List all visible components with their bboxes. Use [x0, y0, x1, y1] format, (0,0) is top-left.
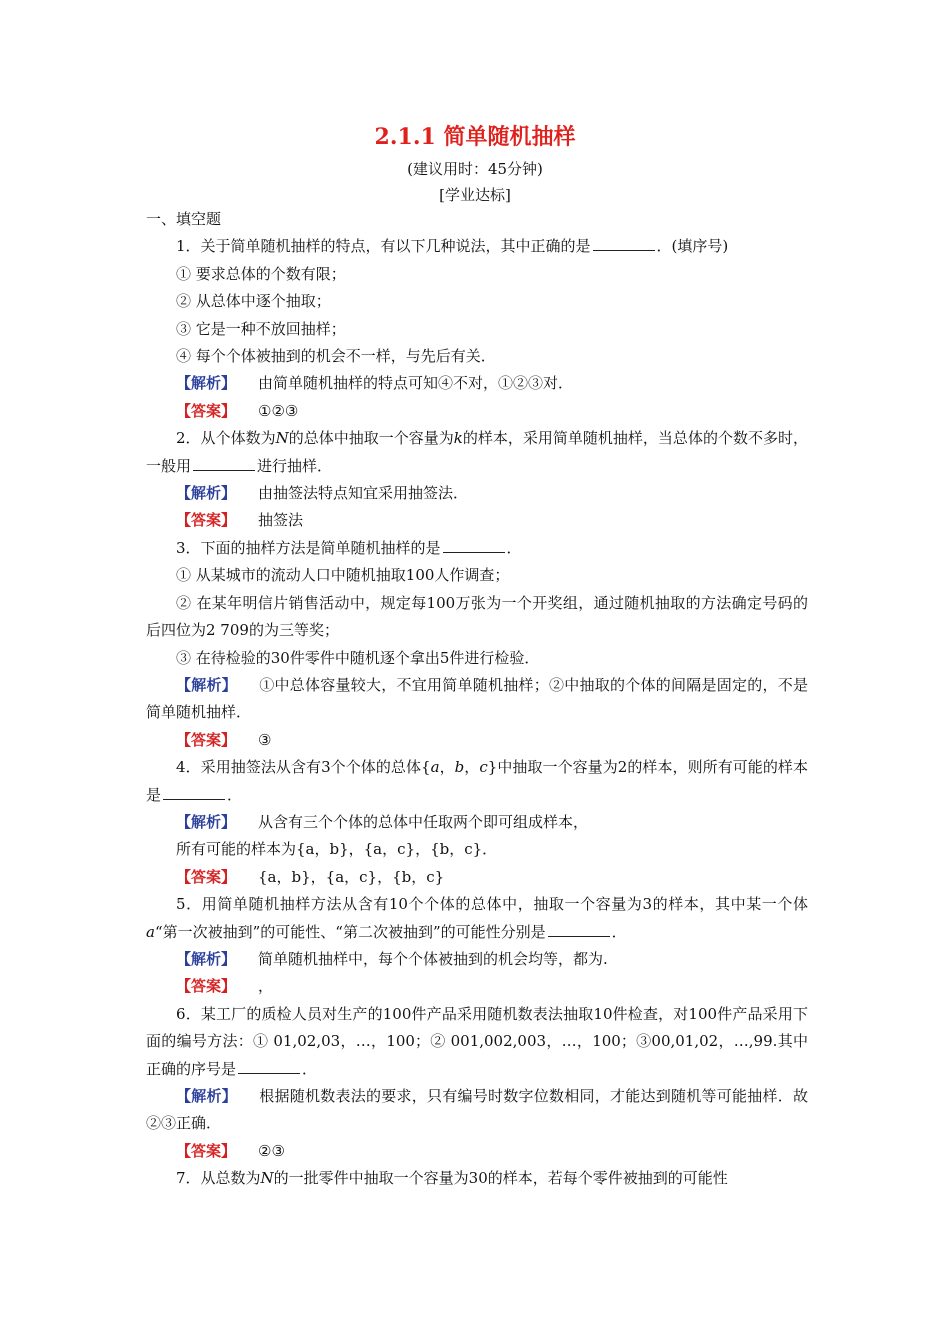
q5-answer: [146, 973, 808, 1000]
answer-label: 【答案】: [176, 977, 237, 996]
q6-analysis-text: 根据随机数表法的要求，只有编号时数字位数相同，才能达到随机等可能抽样．故②③正确．: [146, 1087, 808, 1133]
answer-blank: [593, 238, 655, 251]
section-heading: 一、填空题: [146, 210, 222, 228]
answer-label: 【答案】: [176, 511, 237, 530]
q1-option-1: ① 要求总体的个数有限；: [176, 264, 346, 283]
q5-answer-text: ，: [258, 977, 274, 996]
q3-stem-end: ．: [506, 538, 522, 557]
comma: ，: [439, 758, 455, 777]
q4-answer: [146, 864, 808, 891]
time-hint: (建议用时：45分钟): [407, 160, 543, 178]
question-4: [146, 754, 808, 809]
q2-answer: [146, 507, 808, 534]
q1-option-2: ② 从总体中逐个抽取；: [176, 292, 331, 311]
q2-analysis: [146, 480, 808, 507]
q1-analysis-text: 由简单随机抽样的特点可知④不对，①②③对．: [258, 374, 574, 393]
q2-answer-text: 抽签法: [258, 511, 304, 530]
q2-var-n: N: [275, 429, 289, 448]
section-badge: [学业达标]: [439, 186, 511, 204]
q6-stem-end: ．: [302, 1059, 318, 1078]
analysis-label: 【解析】: [176, 1087, 237, 1105]
q2-var-k: k: [453, 429, 463, 448]
answer-label: 【答案】: [176, 730, 237, 749]
answer-blank: [193, 458, 255, 471]
q3-answer: [146, 727, 808, 754]
q2-text-2: 的总体中抽取一个容量为: [288, 429, 454, 448]
q5-var-a: a: [146, 922, 155, 941]
q4-analysis: [146, 809, 808, 836]
q5-analysis-text: 简单随机抽样中，每个个体被抽到的机会均等，都为.: [258, 949, 608, 968]
q1-answer-text: ①②③: [258, 401, 299, 420]
q4-answer-text: {a，b}，{a，c}，{b，c}: [258, 867, 445, 886]
answer-blank: [163, 787, 225, 800]
q1-answer: [146, 398, 808, 425]
question-2: [146, 425, 808, 480]
analysis-label: 【解析】: [176, 484, 237, 503]
answer-label: 【答案】: [176, 867, 237, 886]
comma: ，: [464, 758, 480, 777]
q4-text-2: }中抽取一个容量为2的样本，则所有可能的样本是: [146, 758, 808, 804]
answer-label: 【答案】: [176, 401, 237, 420]
q7-text-1: 7．从总数为: [176, 1169, 261, 1188]
q3-answer-text: ③: [258, 730, 272, 749]
q3-analysis: [146, 672, 808, 727]
question-5: [146, 891, 808, 946]
q7-text-2: 的一批零件中抽取一个容量为30的样本，若每个零件被抽到的可能性: [273, 1169, 728, 1188]
question-3: [146, 535, 808, 562]
q6-answer: [146, 1138, 808, 1165]
q3-option-1: ① 从某城市的流动人口中随机抽取100人作调查；: [176, 566, 510, 585]
analysis-label: 【解析】: [176, 675, 237, 694]
q4-analysis-text: 从含有三个个体的总体中任取两个即可组成样本，: [258, 812, 589, 831]
analysis-label: 【解析】: [176, 812, 237, 831]
q6-answer-text: ②③: [258, 1141, 285, 1160]
q4-analysis-cont: 所有可能的样本为{a，b}，{a，c}，{b，c}．: [176, 840, 498, 859]
q3-option-3: ③ 在待检验的30件零件中随机逐个拿出5件进行检验．: [176, 648, 540, 667]
question-1: [146, 233, 808, 260]
exercise-body: [146, 206, 808, 1193]
q2-analysis-text: 由抽签法特点知宜采用抽签法．: [258, 484, 469, 503]
q1-option-3: ③ 它是一种不放回抽样；: [176, 319, 346, 338]
q4-text-1: 4．采用抽签法从含有3个个体的总体{: [176, 758, 431, 777]
q1-stem-a: 1．关于简单随机抽样的特点，有以下几种说法，其中正确的是: [176, 237, 591, 256]
q5-analysis: [146, 946, 808, 973]
q4-var-c: c: [479, 758, 488, 777]
q2-text-4: 进行抽样．: [257, 456, 333, 475]
q7-var-n: N: [260, 1169, 274, 1188]
q3-analysis-text: ①中总体容量较大，不宜用简单随机抽样；②中抽取的个体的间隔是固定的，不是简单随机抽样．: [146, 675, 808, 722]
q2-text-3: 的样本，采用简单随机抽样，当总体的个数不多时，一般用: [146, 429, 808, 475]
answer-blank: [238, 1061, 300, 1074]
q5-text-3: ．: [611, 922, 627, 941]
analysis-label: 【解析】: [176, 374, 237, 393]
answer-label: 【答案】: [176, 1141, 237, 1160]
q3-option-2: ② 在某年明信片销售活动中，规定每100万张为一个开奖组，通过随机抽取的方法确定号码的后四位为2 709的为三等奖；: [146, 593, 808, 640]
q4-var-a: a: [430, 758, 440, 777]
q3-stem: 3．下面的抽样方法是简单随机抽样的是: [176, 538, 441, 557]
q5-text-1: 5．用简单随机抽样方法从含有10个个体的总体中，抽取一个容量为3的样本，其中某一个体: [176, 895, 808, 914]
q1-option-4: ④ 每个个体被抽到的机会不一样，与先后有关．: [176, 347, 496, 366]
q2-text-1: 2．从个体数为: [176, 429, 276, 448]
page-title: 2.1.1 简单随机抽样: [374, 124, 576, 150]
q4-var-b: b: [454, 758, 465, 777]
answer-blank: [443, 540, 505, 553]
analysis-label: 【解析】: [176, 949, 237, 968]
q1-analysis: [146, 370, 808, 397]
q6-analysis: [146, 1083, 808, 1138]
q1-stem-b: ．(填序号): [656, 237, 729, 256]
q5-text-2: “第一次被抽到”的可能性、“第二次被抽到”的可能性分别是: [154, 922, 546, 941]
q4-text-3: ．: [227, 785, 243, 804]
question-7: [146, 1165, 808, 1192]
answer-blank: [548, 924, 610, 937]
q6-stem: 6．某工厂的质检人员对生产的100件产品采用随机数表法抽取10件检查，对100件产品采用下面的编号方法：① 01,02,03，…，100；② 001,002,003，…，100；③00,01,02，…,99.其中正确的序号是: [146, 1004, 808, 1078]
question-6: [146, 1001, 808, 1083]
